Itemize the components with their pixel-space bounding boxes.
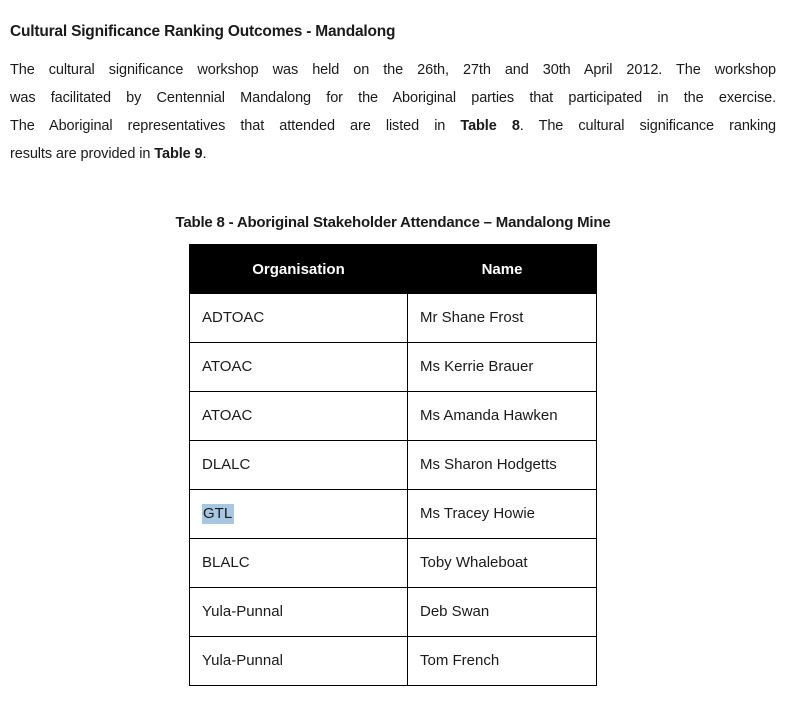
cell-organisation: DLALC <box>190 441 408 490</box>
table-row <box>190 441 597 490</box>
cell-organisation: BLALC <box>190 539 408 588</box>
document-heading: Cultural Significance Ranking Outcomes - Mandalong <box>10 23 396 40</box>
paragraph-text: The Aboriginal representatives that attended are listed in <box>10 118 461 134</box>
paragraph-line <box>10 112 776 140</box>
table-header-row <box>190 245 597 294</box>
cell-organisation: ATOAC <box>190 392 408 441</box>
cell-organisation <box>190 490 408 539</box>
cell-organisation: ADTOAC <box>190 294 408 343</box>
paragraph-line <box>10 56 776 84</box>
table-header-name: Name <box>408 245 597 294</box>
paragraph-text: was facilitated by Centennial Mandalong for the Aboriginal parties that participated in the exercise. <box>10 90 776 106</box>
table-8-reference: Table 8 <box>460 118 520 134</box>
paragraph-text: results are provided in <box>10 146 155 162</box>
document-page <box>0 22 786 721</box>
paragraph-line <box>10 140 776 168</box>
cell-name: Mr Shane Frost <box>408 294 597 343</box>
attendance-table <box>189 244 597 686</box>
paragraph-line <box>10 84 776 112</box>
table-row <box>190 539 597 588</box>
table-row <box>190 588 597 637</box>
table-9-reference: Table 9 <box>154 146 203 162</box>
table-caption: Table 8 - Aboriginal Stakeholder Attendance – Mandalong Mine <box>175 214 611 231</box>
paragraph-text: The cultural significance workshop was held on the 26th, 27th and 30th April 2012. The workshop <box>10 62 776 78</box>
cell-name: Ms Sharon Hodgetts <box>408 441 597 490</box>
table-row <box>190 637 597 686</box>
cell-organisation: ATOAC <box>190 343 408 392</box>
paragraph <box>10 56 776 168</box>
table-row <box>190 294 597 343</box>
table-row <box>190 392 597 441</box>
cell-name: Tom French <box>408 637 597 686</box>
table-header-organisation: Organisation <box>190 245 408 294</box>
cell-name: Toby Whaleboat <box>408 539 597 588</box>
cell-name: Ms Kerrie Brauer <box>408 343 597 392</box>
table-row <box>190 490 597 539</box>
cell-name: Ms Amanda Hawken <box>408 392 597 441</box>
cell-organisation: Yula-Punnal <box>190 637 408 686</box>
cell-name: Deb Swan <box>408 588 597 637</box>
table-row <box>190 343 597 392</box>
paragraph-text: . <box>202 146 207 162</box>
text-selection-highlight: GTL <box>203 504 233 522</box>
cell-name: Ms Tracey Howie <box>408 490 597 539</box>
cell-organisation: Yula-Punnal <box>190 588 408 637</box>
paragraph-text: . The cultural significance ranking <box>519 118 776 134</box>
